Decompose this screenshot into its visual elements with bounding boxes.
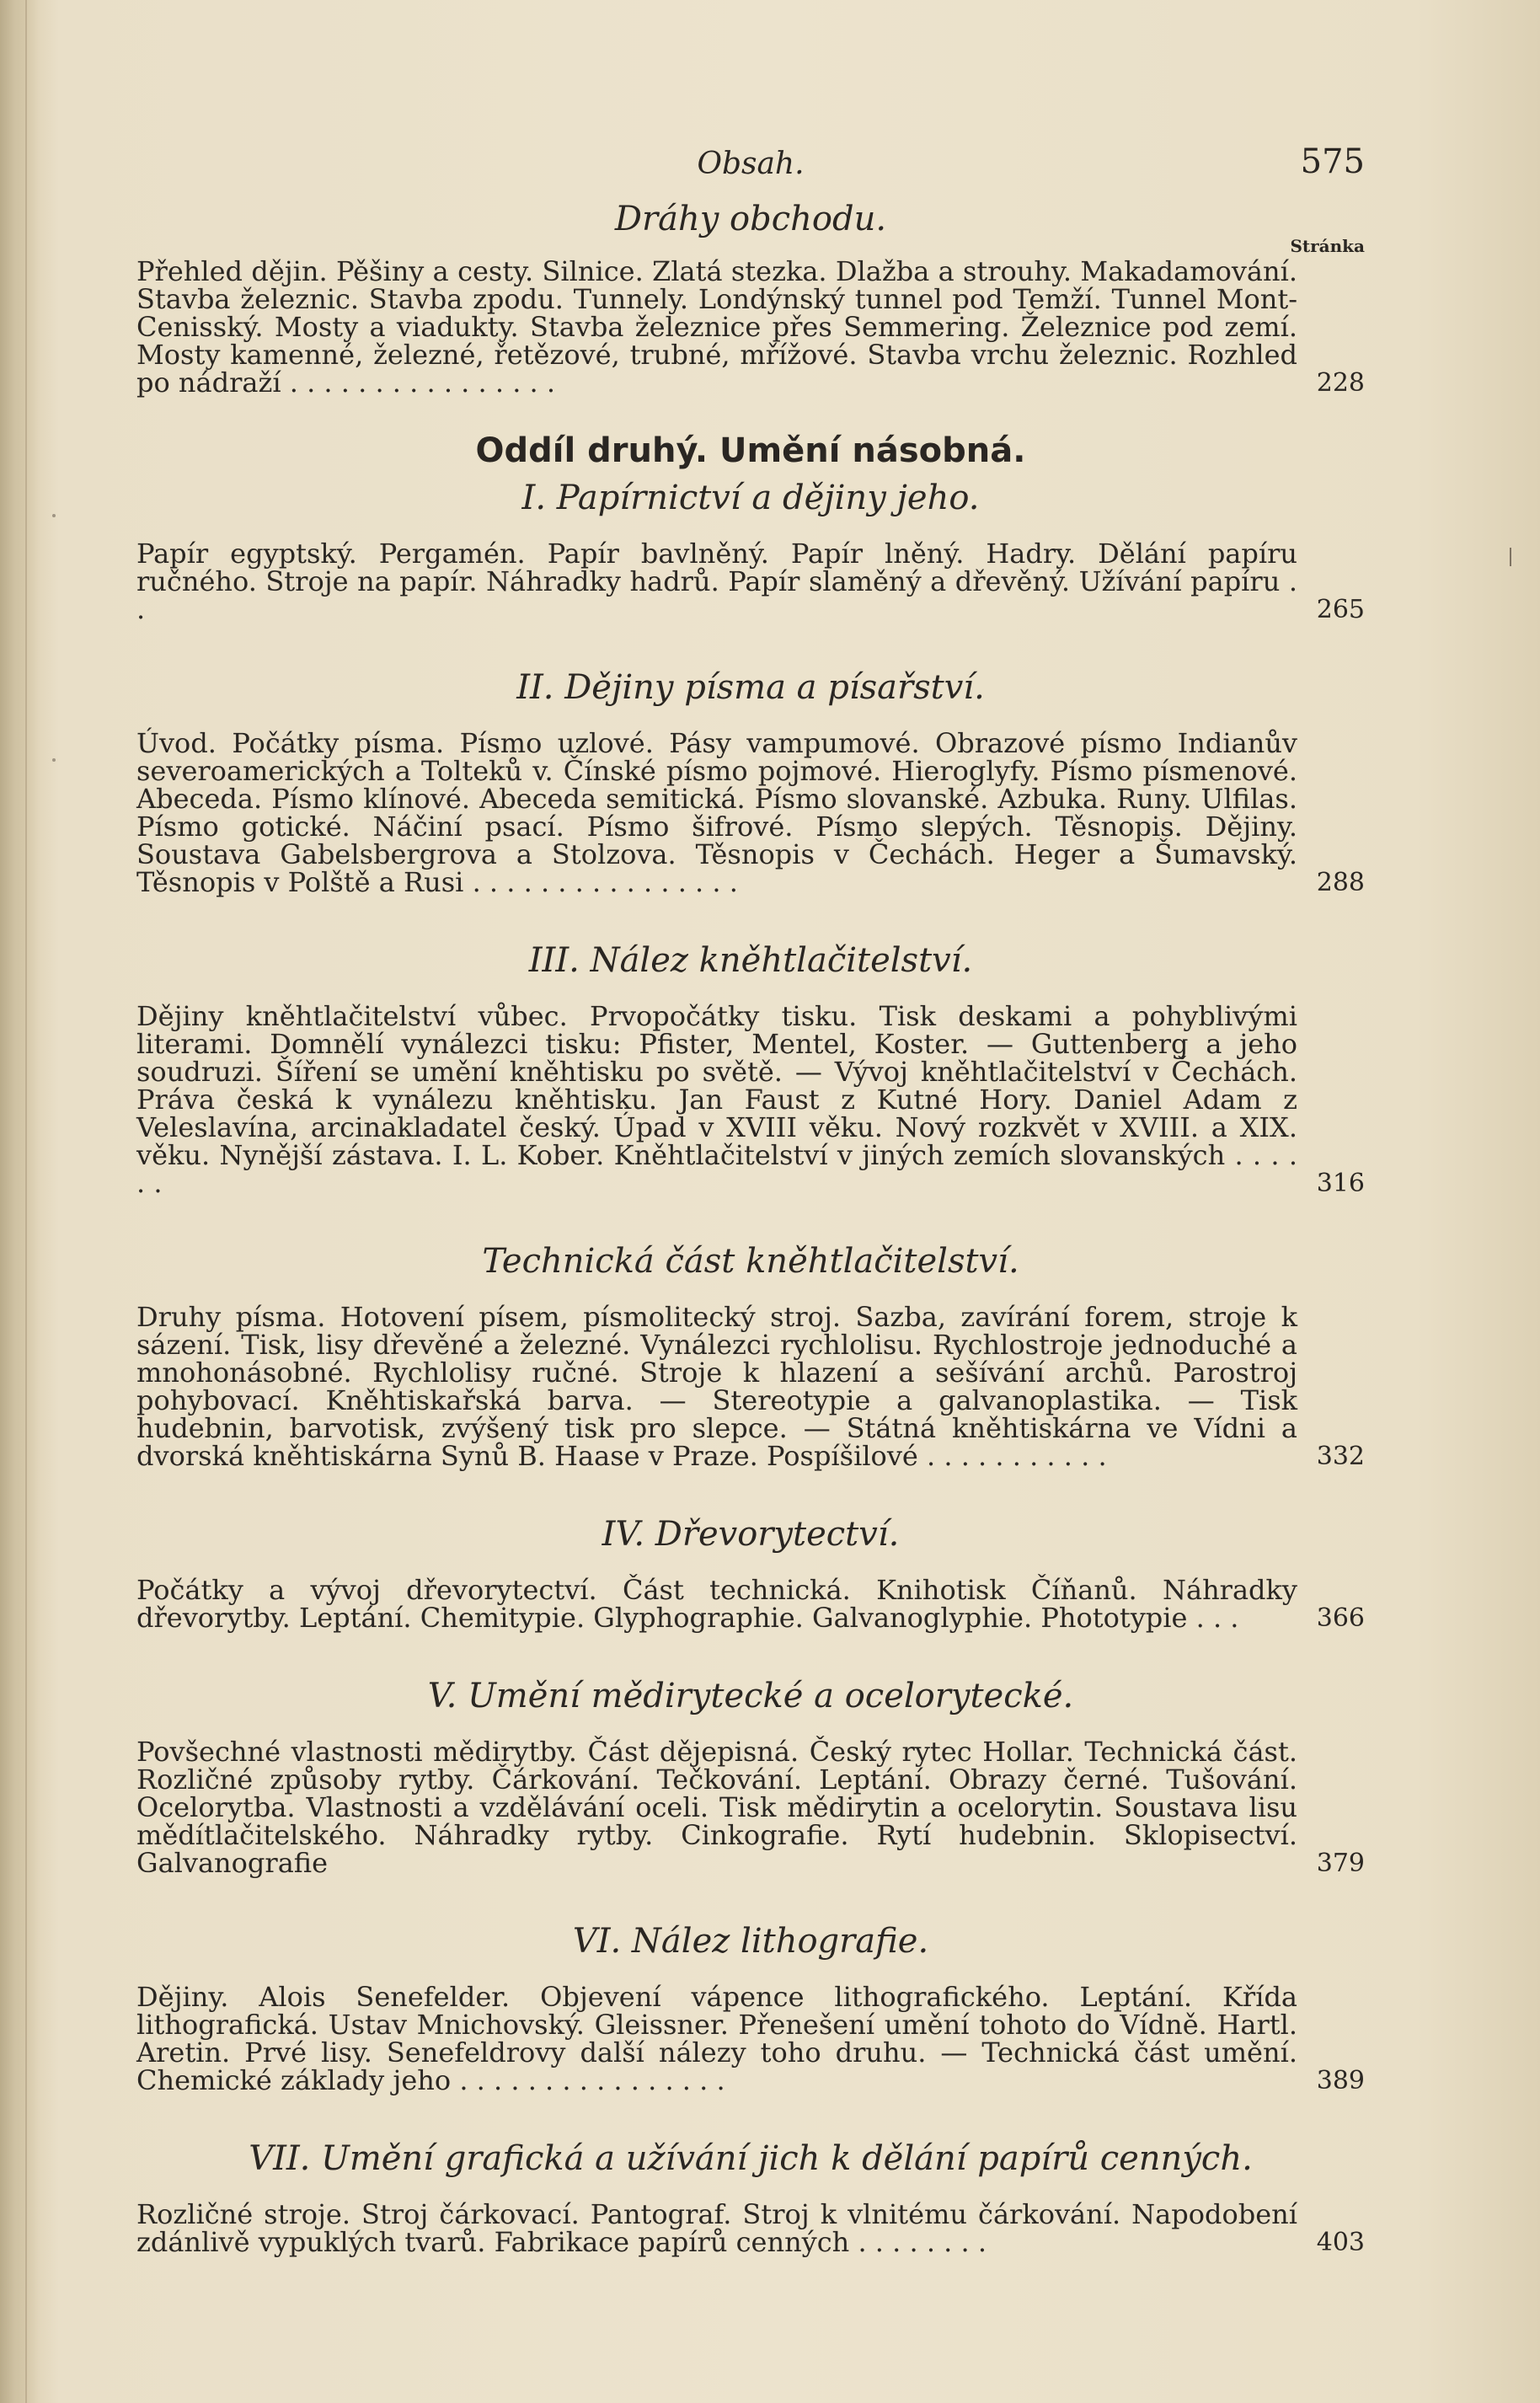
toc-entry: [136, 2198, 1365, 2258]
toc-section: [136, 1516, 1365, 1632]
toc-entry: [136, 1576, 1365, 1632]
toc-section: [136, 479, 1365, 623]
entry-text: Rozličné stroje. Stroj čárkovací. Pantograf. Stroj k vlnitému čárkování. Napodobení zdánlivě vypuklých tvarů. Fabrikace papírů cenných . . . . . . . .: [136, 2198, 1297, 2258]
section-title: IV. Dřevorytectví.: [602, 1515, 900, 1554]
entry-text: Druhy písma. Hotovení písem, písmolitecký stroj. Sazba, zavírání forem, stroje k sázení. Tisk, lisy dřevěné a železné. Vynálezci rychlolisu. Rychlostroje jednoduché a mnohonásobné. Rychlolisy ručné. Stroje k hlazení a sešívání archů. Parostroj pohybovací. Kněhtiskařská barva. — Stereotypie a galvanoplastika. — Tisk hudebnin, barvotisk, zvýšený tisk pro slepce. — Státná kněhtiskárna ve Vídni a dvorská kněhtiskárna Synů B. Haase v Praze. Pospíšilové . . . . . . . . . . .: [136, 1301, 1297, 1472]
toc-entry: [136, 540, 1365, 623]
entry-text: Přehled dějin. Pěšiny a cesty. Silnice. Zlatá stezka. Dlažba a strouhy. Makadamování. Stavba železnic. Stavba zpodu. Tunnely. Londýnský tunnel pod Temží. Tunnel Mont-Cenisský. Mosty a viadukty. Stavba železnice přes Semmering. Železnice pod zemí. Mosty kamenné, železné, řetězové, trubné, mřížové. Stavba vrchu železnic. Rozhled po nádraží . . . . . . . . . . . . . . . .: [136, 255, 1297, 399]
section-title: Technická část kněhtlačitelství.: [482, 1242, 1019, 1281]
book-spine-shadow: [0, 0, 39, 2403]
toc-entry: [136, 1303, 1365, 1470]
entry-page: 389: [1316, 2066, 1365, 2095]
entry-page: 379: [1316, 1849, 1365, 1878]
section-title: III. Nález kněhtlačitelství.: [528, 941, 973, 980]
margin-mark: [1510, 548, 1516, 566]
part-title: Oddíl druhý. Umění násobná.: [475, 431, 1026, 470]
entry-text: Úvod. Počátky písma. Písmo uzlové. Pásy vampumové. Obrazové písmo Indianův severoamerických a Tolteků v. Čínské písmo pojmové. Hieroglyfy. Písmo písmenové. Abeceda. Písmo klínové. Abeceda semitická. Písmo slovanské. Azbuka. Runy. Ulfilas. Písmo gotické. Náčiní psací. Písmo šifrové. Písmo slepých. Těsnopis. Dějiny. Soustava Gabelsbergrova a Stolzova. Těsnopis v Čechách. Heger a Šumavský. Těsnopis v Polště a Rusi . . . . . . . . . . . . . . . .: [136, 727, 1297, 898]
section-title: VI. Nález lithografie.: [572, 1922, 929, 1961]
toc-section: [136, 1243, 1365, 1470]
toc-entry: [136, 1983, 1365, 2095]
section-title: VII. Umění grafická a užívání jich k dělání papírů cenných.: [249, 2139, 1253, 2178]
entry-page: 332: [1316, 1442, 1365, 1471]
page-column-label: Stránka: [1290, 236, 1365, 256]
section-title: II. Dějiny písma a písařství.: [516, 668, 985, 707]
entry-text: Papír egyptský. Pergamén. Papír bavlněný. Papír lněný. Hadry. Dělání papíru ručného. Stroje na papír. Náhradky hadrů. Papír slaměný a dřevěný. Užívání papíru . .: [136, 538, 1297, 625]
toc-section: [136, 669, 1365, 896]
entry-page: 288: [1316, 868, 1365, 897]
gutter-line: [25, 0, 27, 2403]
entry-text: Dějiny kněhtlačitelství vůbec. Prvopočátky tisku. Tisk deskami a pohyblivými literami. Domnělí vynálezci tisku: Pfister, Mentel, Koster. — Guttenberg a jeho soudruzi. Šíření se umění kněhtisku po světě. — Vývoj kněhtlačitelství v Čechách. Práva česká k vynálezu kněhtisku. Jan Faust z Kutné Hory. Daniel Adam z Veleslavína, arcinakladatel český. Úpad v XVIII věku. Nový rozkvět v XVIII. a XIX. věku. Nynější zástava. I. L. Kober. Kněhtlačitelství v jiných zemích slovanských . . . . . .: [136, 1000, 1297, 1199]
toc-section: [136, 201, 1365, 397]
section-title: Dráhy obchodu.: [614, 200, 887, 238]
entry-text: Počátky a vývoj dřevorytectví. Část technická. Knihotisk Číňanů. Náhradky dřevorytby. Leptání. Chemitypie. Glyphographie. Galvanoglyphie. Phototypie . . .: [136, 1574, 1297, 1634]
entry-page: 316: [1316, 1169, 1365, 1198]
entry-text: Povšechné vlastnosti mědirytby. Část dějepisná. Český rytec Hollar. Technická část. Rozličné způsoby rytby. Čárkování. Tečkování. Leptání. Obrazy černé. Tušování. Ocelorytba. Vlastnosti a vzdělávání oceli. Tisk mědirytin a ocelorytin. Soustava lisu mědítlačitelského. Náhradky rytby. Cinkografie. Rytí hudebnin. Sklopisectví. Galvanografie: [136, 1736, 1297, 1879]
running-title: Obsah.: [697, 147, 805, 181]
toc-entry: [136, 727, 1365, 898]
toc-section: [136, 942, 1365, 1197]
toc-section: [136, 2140, 1365, 2256]
toc-entry: [136, 255, 1365, 399]
toc-entry: [136, 1738, 1365, 1877]
toc-section: [136, 1678, 1365, 1877]
entry-text: Dějiny. Alois Senefelder. Objevení vápence lithografického. Leptání. Křída lithografická. Ustav Mnichovský. Gleissner. Přenešení umění tohoto do Vídně. Hartl. Aretin. Prvé lisy. Senefeldrovy další nálezy toho druhu. — Technická část umění. Chemické základy jeho . . . . . . . . . . . . . . . .: [136, 1981, 1297, 2096]
toc-entry: [136, 1000, 1365, 1199]
entry-page: 265: [1316, 595, 1365, 624]
toc-section: [136, 1923, 1365, 2095]
entry-page: 403: [1316, 2228, 1365, 2257]
margin-speck: [52, 758, 56, 762]
entry-page: 366: [1316, 1603, 1365, 1633]
margin-speck: [52, 514, 56, 517]
section-title: I. Papírnictví a dějiny jeho.: [521, 479, 980, 517]
page-number: 575: [1300, 142, 1365, 181]
page-header: [136, 143, 1365, 194]
toc-page: [136, 143, 1365, 2256]
section-title: V. Umění mědirytecké a ocelorytecké.: [427, 1677, 1074, 1715]
entry-page: 228: [1316, 368, 1365, 398]
